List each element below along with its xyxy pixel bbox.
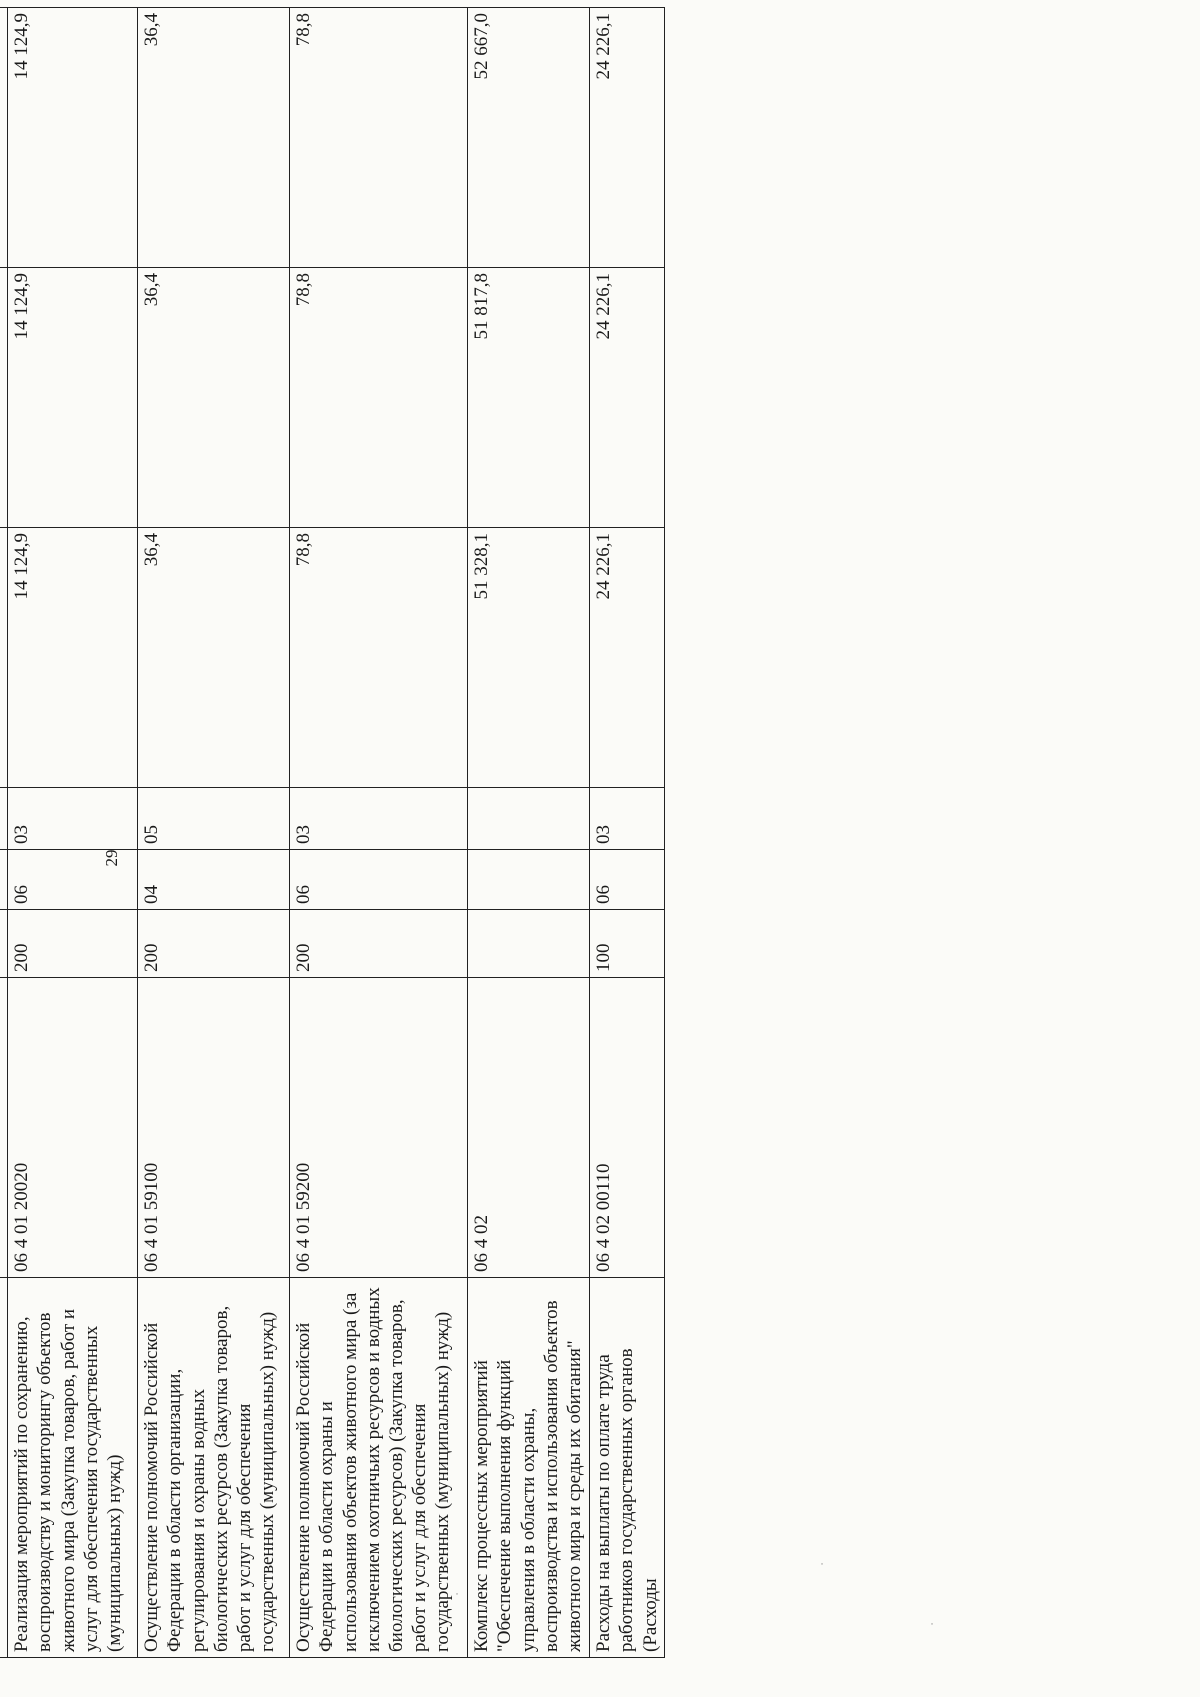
row-name xyxy=(0,1278,8,1658)
row-2027: 78,8 xyxy=(290,8,468,268)
row-csr: 06 4 02 xyxy=(468,978,590,1278)
row-pr: 03 xyxy=(290,788,468,850)
row-2026 xyxy=(0,268,8,528)
row-2027: 14 124,9 xyxy=(8,8,138,268)
row-rz: 06 xyxy=(8,850,138,910)
row-2025: 51 328,1 xyxy=(468,528,590,788)
row-2027: 24 226,1 xyxy=(590,8,665,268)
row-vr: 200 xyxy=(290,910,468,978)
row-vr: 200 xyxy=(138,910,290,978)
rotated-page-content xyxy=(0,8,661,1658)
scan-dot: ˙ xyxy=(455,1590,459,1604)
row-name: Расходы на выплаты по оплате труда работников государственных органов (Расходы xyxy=(590,1278,665,1658)
row-name: Комплекс процессных мероприятий "Обеспечение выполнения функций управления в области охраны, воспроизводства и использования объектов животного мира и среды их обитания" xyxy=(468,1278,590,1658)
row-2027 xyxy=(0,8,8,268)
table-row xyxy=(138,8,290,1658)
row-2025: 78,8 xyxy=(290,528,468,788)
scan-dot: ˙ xyxy=(820,1560,824,1574)
row-2025 xyxy=(0,528,8,788)
table-row xyxy=(468,8,590,1658)
row-csr: 06 4 02 00110 xyxy=(590,978,665,1278)
row-2025: 24 226,1 xyxy=(590,528,665,788)
row-csr: 06 4 01 59100 xyxy=(138,978,290,1278)
row-2027: 36,4 xyxy=(138,8,290,268)
row-rz xyxy=(0,850,8,910)
table-row xyxy=(8,8,138,1658)
row-2026: 14 124,9 xyxy=(8,268,138,528)
row-vr: 200 xyxy=(8,910,138,978)
row-name: Осуществление полномочий Российской Федерации в области охраны и использования объектов животного мира (за исключением охотничьих ресурсов и водных биологических ресурсов) (Закупка товаров, работ и услуг для обеспечения государственных (муниципальных) нужд) xyxy=(290,1278,468,1658)
row-2026: 78,8 xyxy=(290,268,468,528)
row-rz: 06 xyxy=(590,850,665,910)
page-number: 29 xyxy=(102,849,121,867)
row-csr: 06 4 01 59200 xyxy=(290,978,468,1278)
row-pr: 05 xyxy=(138,788,290,850)
row-pr: 03 xyxy=(590,788,665,850)
row-pr xyxy=(0,788,8,850)
table-row xyxy=(590,8,665,1658)
row-2026: 51 817,8 xyxy=(468,268,590,528)
table-row xyxy=(290,8,468,1658)
row-name: Осуществление полномочий Российской Федерации в области организации, регулирования и охраны водных биологических ресурсов (Закупка товаров, работ и услуг для обеспечения государственных (муниципальных) нужд) xyxy=(138,1278,290,1658)
row-2027: 52 667,0 xyxy=(468,8,590,268)
row-pr: 03 xyxy=(8,788,138,850)
row-2025: 14 124,9 xyxy=(8,528,138,788)
table-row xyxy=(0,8,8,1658)
row-2026: 24 226,1 xyxy=(590,268,665,528)
row-csr: 06 4 01 20020 xyxy=(8,978,138,1278)
row-rz: 06 xyxy=(290,850,468,910)
row-2026: 36,4 xyxy=(138,268,290,528)
row-csr xyxy=(0,978,8,1278)
row-vr xyxy=(0,910,8,978)
budget-table xyxy=(0,7,665,1658)
row-2025: 36,4 xyxy=(138,528,290,788)
scan-dot: ˙ xyxy=(930,1620,934,1634)
row-rz xyxy=(468,850,590,910)
row-vr: 100 xyxy=(590,910,665,978)
row-vr xyxy=(468,910,590,978)
row-pr xyxy=(468,788,590,850)
row-rz: 04 xyxy=(138,850,290,910)
row-name: Реализация мероприятий по сохранению, воспроизводству и мониторингу объектов животного мира (Закупка товаров, работ и услуг для обеспечения государственных (муниципальных) нужд) xyxy=(8,1278,138,1658)
